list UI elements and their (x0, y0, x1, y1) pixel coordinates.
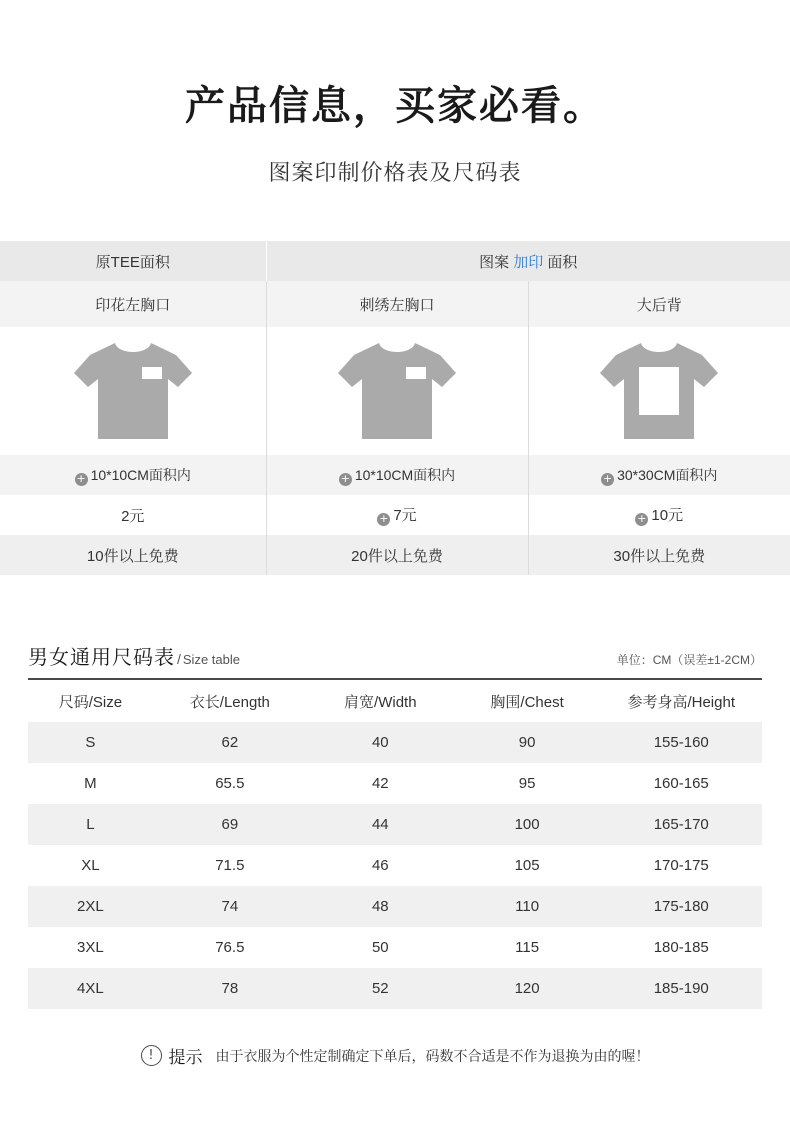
price-table-price-row (0, 495, 790, 535)
cell-length: 69 (153, 804, 307, 845)
area-spec-text-2: 30*30CM面积内 (617, 466, 718, 483)
print-add-area-prefix: 图案 (479, 253, 514, 271)
cell-size: 2XL (28, 886, 153, 927)
cell-length: 62 (153, 722, 307, 763)
table-row (28, 804, 762, 845)
size-col-chest: 胸围/Chest (454, 680, 601, 722)
tshirt-cell-1 (266, 327, 528, 455)
page-title: 产品信息，买家必看。 (185, 84, 605, 128)
table-row (28, 927, 762, 968)
cell-size: 3XL (28, 927, 153, 968)
table-row (28, 722, 762, 763)
cell-length: 65.5 (153, 763, 307, 804)
cell-height: 180-185 (600, 927, 762, 968)
tshirt-small-chest-icon (70, 339, 196, 443)
cell-size: L (28, 804, 153, 845)
plus-icon: + (602, 471, 613, 485)
size-col-height: 参考身高/Height (600, 680, 762, 722)
tshirt-cell-0 (0, 327, 266, 455)
table-row (28, 886, 762, 927)
price-table-header-row (0, 241, 790, 281)
area-spec-1 (266, 455, 528, 495)
price-table-area-row (0, 455, 790, 495)
cell-width: 46 (307, 845, 454, 886)
price-2 (528, 495, 790, 535)
print-price-table (0, 241, 790, 575)
cell-length: 71.5 (153, 845, 307, 886)
notice-text: 由于衣服为个性定制确定下单后，码数不合适是不作为退换为由的喔！ (215, 1047, 650, 1064)
price-table-option-row (0, 281, 790, 327)
area-spec-0 (0, 455, 266, 495)
plus-icon: + (76, 471, 86, 485)
table-row (28, 968, 762, 1009)
cell-width: 42 (307, 763, 454, 804)
size-table (28, 680, 762, 1009)
cell-size: 4XL (28, 968, 153, 1009)
cell-chest: 90 (454, 722, 601, 763)
cell-chest: 110 (454, 886, 601, 927)
free-rule-2: 30件以上免费 (528, 535, 790, 575)
size-col-length: 衣长/Length (153, 680, 307, 722)
option-name-1: 刺绣左胸口 (266, 281, 528, 327)
tshirt-small-chest-icon (334, 339, 460, 443)
price-table-art-row (0, 327, 790, 455)
size-col-size: 尺码/Size (28, 680, 153, 722)
cell-chest: 100 (454, 804, 601, 845)
price-1 (266, 495, 528, 535)
page-header (0, 0, 790, 187)
cell-height: 175-180 (600, 886, 762, 927)
cell-chest: 115 (454, 927, 601, 968)
free-rule-1: 20件以上免费 (266, 535, 528, 575)
free-rule-0: 10件以上免费 (0, 535, 266, 575)
tshirt-cell-2 (528, 327, 790, 455)
table-row (28, 845, 762, 886)
cell-size: S (28, 722, 153, 763)
cell-height: 185-190 (600, 968, 762, 1009)
cell-chest: 95 (454, 763, 601, 804)
print-add-area-suffix: 面积 (543, 253, 578, 271)
size-table-section (0, 641, 790, 1009)
cell-length: 78 (153, 968, 307, 1009)
option-name-0: 印花左胸口 (0, 281, 266, 327)
cell-width: 44 (307, 804, 454, 845)
cell-height: 155-160 (600, 722, 762, 763)
plus-icon: + (379, 512, 389, 525)
price-text-2: 10元 (651, 507, 684, 524)
print-area-marker (142, 367, 162, 379)
area-spec-text-1: 10*10CM面积内 (354, 466, 456, 483)
cell-length: 76.5 (153, 927, 307, 968)
cell-width: 52 (307, 968, 454, 1009)
print-add-area-label (266, 241, 790, 281)
exclamation-circle-icon: ! (141, 1045, 162, 1066)
size-table-title-en: Size table (182, 652, 240, 667)
size-table-head-row (28, 680, 762, 722)
cell-chest: 120 (454, 968, 601, 1009)
cell-size: M (28, 763, 153, 804)
print-area-marker (406, 367, 426, 379)
page-subtitle: 图案印制价格表及尺码表 (268, 160, 522, 185)
original-tee-area-label: 原TEE面积 (0, 241, 266, 281)
cell-height: 170-175 (600, 845, 762, 886)
size-table-title (28, 641, 240, 670)
print-add-area-accent: 加印 (513, 253, 544, 271)
plus-icon: + (340, 471, 350, 485)
notice-bar (0, 1043, 790, 1068)
area-spec-text-0: 10*10CM面积内 (90, 466, 191, 483)
size-table-header (28, 641, 762, 680)
notice-label: 提示 (168, 1048, 203, 1067)
cell-size: XL (28, 845, 153, 886)
price-0: 2元 (0, 495, 266, 535)
size-table-unit-note: 单位：CM（误差±1-2CM） (616, 653, 762, 667)
cell-width: 50 (307, 927, 454, 968)
option-name-2: 大后背 (528, 281, 790, 327)
size-col-width: 肩宽/Width (307, 680, 454, 722)
table-row (28, 763, 762, 804)
cell-length: 74 (153, 886, 307, 927)
tshirt-big-back-icon (596, 339, 722, 443)
cell-chest: 105 (454, 845, 601, 886)
price-text-1: 7元 (393, 507, 417, 524)
price-table-free-row (0, 535, 790, 575)
plus-icon: + (637, 512, 647, 525)
cell-width: 48 (307, 886, 454, 927)
print-area-marker (639, 367, 679, 415)
cell-height: 160-165 (600, 763, 762, 804)
cell-height: 165-170 (600, 804, 762, 845)
size-table-title-slash: / (177, 651, 181, 667)
size-table-title-cn: 男女通用尺码表 (28, 647, 175, 669)
area-spec-2 (528, 455, 790, 495)
cell-width: 40 (307, 722, 454, 763)
